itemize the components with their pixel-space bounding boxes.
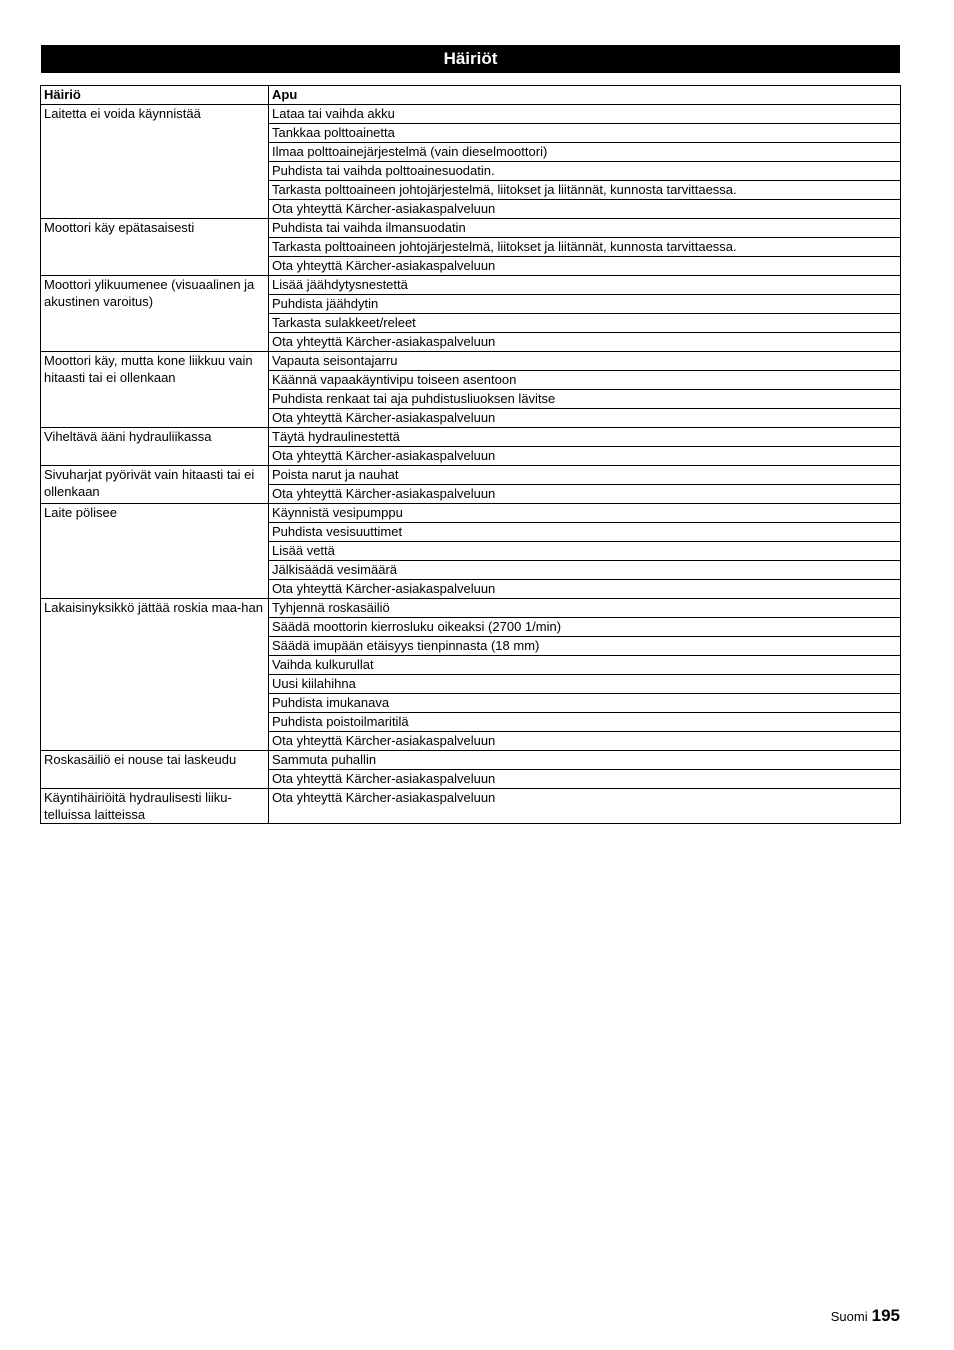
table-row xyxy=(41,105,901,124)
remedy-cell: Tarkasta polttoaineen johtojärjestelmä, liitokset ja liitännät, kunnosta tarvittaessa. xyxy=(269,181,901,200)
remedy-cell: Ilmaa polttoainejärjestelmä (vain dieselmoottori) xyxy=(269,143,901,162)
remedy-cell: Ota yhteyttä Kärcher-asiakaspalveluun xyxy=(269,485,901,504)
fault-cell: Laitetta ei voida käynnistää xyxy=(41,105,269,219)
table-body xyxy=(41,105,901,824)
remedy-cell: Lisää jäähdytysnestettä xyxy=(269,276,901,295)
remedy-cell: Ota yhteyttä Kärcher-asiakaspalveluun xyxy=(269,732,901,751)
remedy-cell: Tyhjennä roskasäiliö xyxy=(269,599,901,618)
remedy-cell: Ota yhteyttä Kärcher-asiakaspalveluun xyxy=(269,333,901,352)
table-row xyxy=(41,504,901,523)
remedy-cell: Puhdista tai vaihda polttoainesuodatin. xyxy=(269,162,901,181)
remedy-cell: Poista narut ja nauhat xyxy=(269,466,901,485)
table-row xyxy=(41,789,901,824)
table-row xyxy=(41,751,901,770)
remedy-cell: Puhdista jäähdytin xyxy=(269,295,901,314)
remedy-cell: Tarkasta sulakkeet/releet xyxy=(269,314,901,333)
remedy-cell: Sammuta puhallin xyxy=(269,751,901,770)
page-number: 195 xyxy=(871,1306,900,1325)
fault-cell: Viheltävä ääni hydrauliikassa xyxy=(41,428,269,466)
remedy-cell: Ota yhteyttä Kärcher-asiakaspalveluun xyxy=(269,447,901,466)
column-header-remedy: Apu xyxy=(269,86,901,105)
footer-language: Suomi xyxy=(830,1309,868,1324)
table-row xyxy=(41,428,901,447)
table-row xyxy=(41,352,901,371)
remedy-cell: Säädä imupään etäisyys tienpinnasta (18 mm) xyxy=(269,637,901,656)
remedy-cell: Lataa tai vaihda akku xyxy=(269,105,901,124)
section-title: Häiriöt xyxy=(41,45,900,73)
fault-cell: Moottori ylikuumenee (visuaalinen ja akustinen varoitus) xyxy=(41,276,269,352)
table-row xyxy=(41,219,901,238)
remedy-cell: Uusi kiilahihna xyxy=(269,675,901,694)
remedy-cell: Ota yhteyttä Kärcher-asiakaspalveluun xyxy=(269,200,901,219)
column-header-fault: Häiriö xyxy=(41,86,269,105)
table-row xyxy=(41,276,901,295)
table-row xyxy=(41,466,901,485)
fault-cell: Moottori käy, mutta kone liikkuu vain hitaasti tai ei ollenkaan xyxy=(41,352,269,428)
remedy-cell: Lisää vettä xyxy=(269,542,901,561)
remedy-cell: Puhdista renkaat tai aja puhdistusliuoksen lävitse xyxy=(269,390,901,409)
fault-cell: Laite pölisee xyxy=(41,504,269,599)
remedy-cell: Puhdista vesisuuttimet xyxy=(269,523,901,542)
remedy-cell: Tarkasta polttoaineen johtojärjestelmä, liitokset ja liitännät, kunnosta tarvittaessa. xyxy=(269,238,901,257)
remedy-cell: Käännä vapaakäyntivipu toiseen asentoon xyxy=(269,371,901,390)
remedy-cell: Säädä moottorin kierrosluku oikeaksi (2700 1/min) xyxy=(269,618,901,637)
table-header-row xyxy=(41,86,901,105)
remedy-cell: Ota yhteyttä Kärcher-asiakaspalveluun xyxy=(269,770,901,789)
fault-cell: Sivuharjat pyörivät vain hitaasti tai ei ollenkaan xyxy=(41,466,269,504)
remedy-cell: Puhdista tai vaihda ilmansuodatin xyxy=(269,219,901,238)
remedy-cell: Käynnistä vesipumppu xyxy=(269,504,901,523)
remedy-cell: Vaihda kulkurullat xyxy=(269,656,901,675)
remedy-cell: Jälkisäädä vesimäärä xyxy=(269,561,901,580)
remedy-cell: Puhdista imukanava xyxy=(269,694,901,713)
remedy-cell: Puhdista poistoilmaritilä xyxy=(269,713,901,732)
fault-cell: Käyntihäiriöitä hydraulisesti liiku-telluissa laitteissa xyxy=(41,789,269,824)
remedy-cell: Ota yhteyttä Kärcher-asiakaspalveluun xyxy=(269,257,901,276)
fault-cell: Lakaisinyksikkö jättää roskia maa-han xyxy=(41,599,269,751)
remedy-cell: Täytä hydraulinestettä xyxy=(269,428,901,447)
fault-cell: Roskasäiliö ei nouse tai laskeudu xyxy=(41,751,269,789)
remedy-cell: Vapauta seisontajarru xyxy=(269,352,901,371)
remedy-cell: Ota yhteyttä Kärcher-asiakaspalveluun xyxy=(269,789,901,824)
page-footer xyxy=(831,1306,900,1326)
troubleshooting-table xyxy=(40,85,901,824)
fault-cell: Moottori käy epätasaisesti xyxy=(41,219,269,276)
remedy-cell: Tankkaa polttoainetta xyxy=(269,124,901,143)
table-row xyxy=(41,599,901,618)
remedy-cell: Ota yhteyttä Kärcher-asiakaspalveluun xyxy=(269,409,901,428)
remedy-cell: Ota yhteyttä Kärcher-asiakaspalveluun xyxy=(269,580,901,599)
